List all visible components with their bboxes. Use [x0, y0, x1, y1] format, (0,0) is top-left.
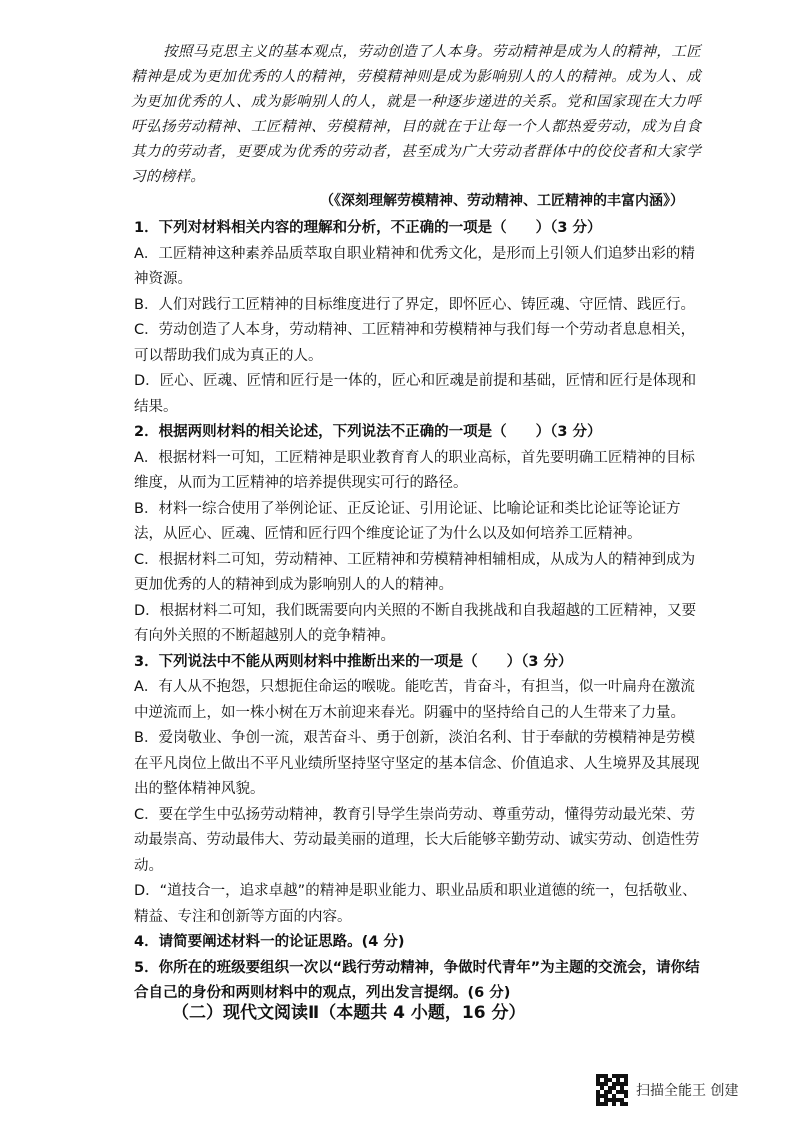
question-3-option-a: A．有人从不抱怨，只想扼住命运的喉咙。能吃苦，肯奋斗，有担当，似一叶扁舟在激流中逆流而上，如一株小树在万木前迎来春光。阴霾中的坚持给自己的人生带来了力量。: [134, 679, 695, 721]
question-3-option-c: C．要在学生中弘扬劳动精神，教育引导学生崇尚劳动、尊重劳动，懂得劳动最光荣、劳动最崇高、劳动最伟大、劳动最美丽的道理，长大后能够辛勤劳动、诚实劳动、创造性劳动。: [134, 806, 700, 874]
source-citation: （《深刻理解劳模精神、劳动精神、工匠精神的丰富内涵》）: [320, 193, 684, 209]
question-3-stem: 3．下列说法中不能从两则材料中推断出来的一项是（ ）（3 分）: [134, 653, 573, 670]
section-heading: （二）现代文阅读Ⅱ（本题共 4 小题，16 分）: [172, 1003, 526, 1023]
question-3-option-b: B．爱岗敬业、争创一流，艰苦奋斗、勇于创新，淡泊名利、甘于奉献的劳模精神是劳模在平凡岗位上做出不平凡业绩所坚持坚守坚定的基本信念、价值追求、人生境界及其展现出的整体精神风貌。: [134, 730, 700, 797]
question-3-option-d: D．“道技合一，追求卓越”的精神是职业能力、职业品质和职业道德的统一，包括敬业、精益、专注和创新等方面的内容。: [134, 883, 697, 925]
footer-text: 扫描全能王 创建: [636, 1083, 739, 1099]
question-2-stem: 2．根据两则材料的相关论述，下列说法不正确的一项是（ ）（3 分）: [134, 424, 602, 440]
question-2-option-a: A．根据材料一可知，工匠精神是职业教育育人的职业高标，首先要明确工匠精神的目标维度，从而为工匠精神的培养提供现实可行的路径。: [134, 449, 695, 491]
questions-block: [134, 216, 704, 1007]
question-1-option-c: C．劳动创造了人本身，劳动精神、工匠精神和劳模精神与我们每一个劳动者息息相关，可以帮助我们成为真正的人。: [134, 322, 696, 364]
question-5-stem: 5．你所在的班级要组织一次以“践行劳动精神，争做时代青年”为主题的交流会，请你结合自己的身份和两则材料中的观点，列出发言提纲。(6 分): [134, 959, 700, 1001]
question-4-stem: 4．请简要阐述材料一的论证思路。(4 分): [134, 934, 405, 950]
scanner-watermark: [596, 1074, 738, 1106]
qr-code-icon: [596, 1074, 628, 1106]
question-1-option-d: D．匠心、匠魂、匠情和匠行是一体的，匠心和匠魂是前提和基础，匠情和匠行是体现和结果。: [134, 373, 697, 415]
question-1-option-a: A．工匠精神这种素养品质萃取自职业精神和优秀文化，是形而上引领人们追梦出彩的精神资源。: [134, 245, 695, 287]
intro-passage: [131, 40, 701, 190]
question-2-option-d: D．根据材料二可知，我们既需要向内关照的不断自我挑战和自我超越的工匠精神，又要有向外关照的不断超越别人的竞争精神。: [134, 602, 697, 644]
intro-paragraph: 按照马克思主义的基本观点，劳动创造了人本身。劳动精神是成为人的精神，工匠精神是成为更加优秀的人的精神，劳模精神则是成为影响别人的人的精神。成为人、成为更加优秀的人、成为影响别人的人，就是一种逐步递进的关系。党和国家现在大力呼吁弘扬劳动精神、工匠精神、劳模精神，目的就在于让每一个人都热爱劳动，成为自食其力的劳动者，更要成为优秀的劳动者，甚至成为广大劳动者群体中的佼佼者和大家学习的榜样。: [131, 44, 701, 185]
question-2-option-c: C．根据材料二可知，劳动精神、工匠精神和劳模精神相辅相成，从成为人的精神到成为更加优秀的人的精神到成为影响别人的人的精神。: [134, 551, 696, 593]
question-1-option-b: B．人们对践行工匠精神的目标维度进行了界定，即怀匠心、铸匠魂、守匠情、践匠行。: [134, 296, 695, 313]
question-1-stem: 1．下列对材料相关内容的理解和分析，不正确的一项是（ ）（3 分）: [134, 220, 602, 236]
question-2-option-b: B．材料一综合使用了举例论证、正反论证、引用论证、比喻论证和类比论证等论证方法，从匠心、匠魂、匠情和匠行四个维度论证了为什么以及如何培养工匠精神。: [134, 500, 681, 542]
